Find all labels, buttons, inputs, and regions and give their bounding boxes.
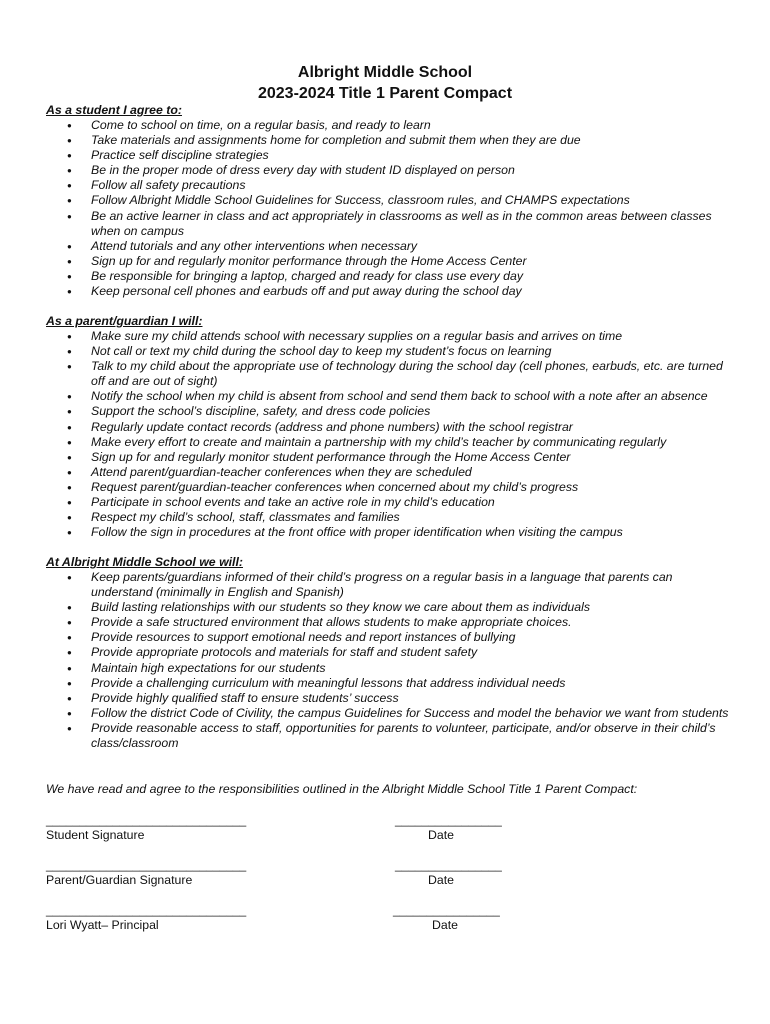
school-list-item: ● Provide resources to support emotional needs and report instances of bullying: [46, 630, 736, 645]
school-list-item: ● Provide a challenging curriculum with meaningful lessons that address individual needs: [46, 676, 736, 691]
student-date-label: Date: [428, 828, 454, 842]
student-heading: As a student I agree to:: [46, 103, 182, 117]
school-list: [46, 570, 736, 751]
parent-list-item: ● Request parent/guardian-teacher conferences when concerned about my child’s progress: [46, 480, 736, 495]
parent-list-item: ● Respect my child’s school, staff, classmates and families: [46, 510, 736, 525]
parent-list-item: ● Notify the school when my child is absent from school and send them back to school with a note after an absence: [46, 389, 736, 404]
principal-date-label: Date: [432, 918, 458, 932]
school-list-item: ● Provide reasonable access to staff, opportunities for parents to volunteer, participate, and/or observe in their child’s class/classroom: [46, 721, 736, 751]
parent-list-item: ● Participate in school events and take an active role in my child’s education: [46, 495, 736, 510]
principal-signature-label: Lori Wyatt– Principal: [46, 918, 159, 932]
student-list-item: ● Attend tutorials and any other interventions when necessary: [46, 239, 736, 254]
agreement-statement: We have read and agree to the responsibilities outlined in the Albright Middle School Title 1 Parent Compact:: [46, 782, 638, 796]
parent-date-line[interactable]: ________________: [395, 858, 502, 872]
parent-signature-label: Parent/Guardian Signature: [46, 873, 193, 887]
student-signature-line[interactable]: ______________________________: [46, 813, 247, 827]
parent-list: [46, 329, 736, 540]
student-list-item: ● Practice self discipline strategies: [46, 148, 736, 163]
student-section: [46, 103, 736, 299]
principal-signature-line[interactable]: ______________________________: [46, 903, 247, 917]
school-list-item: ● Keep parents/guardians informed of their child’s progress on a regular basis in a language that parents can understand (minimally in English and Spanish): [46, 570, 736, 600]
school-list-item: ● Maintain high expectations for our students: [46, 661, 736, 676]
student-list-item: ● Come to school on time, on a regular basis, and ready to learn: [46, 118, 736, 133]
student-list: [46, 118, 736, 299]
school-list-item: ● Provide appropriate protocols and materials for staff and student safety: [46, 645, 736, 660]
student-list-item: ● Be an active learner in class and act appropriately in classrooms as well as in the common areas between classes when on campus: [46, 209, 736, 239]
school-name: Albright Middle School: [297, 64, 473, 81]
school-list-item: ● Follow the district Code of Civility, the campus Guidelines for Success and model the behavior we want from students: [46, 706, 736, 721]
school-section: [46, 555, 736, 751]
parent-list-item: ● Sign up for and regularly monitor student performance through the Home Access Center: [46, 450, 736, 465]
student-list-item: ● Follow Albright Middle School Guidelines for Success, classroom rules, and CHAMPS expectations: [46, 193, 736, 208]
student-list-item: ● Keep personal cell phones and earbuds off and put away during the school day: [46, 284, 736, 299]
student-date-line[interactable]: ________________: [395, 813, 502, 827]
school-list-item: ● Provide a safe structured environment that allows students to make appropriate choices.: [46, 615, 736, 630]
parent-section: [46, 314, 736, 540]
parent-list-item: ● Make sure my child attends school with necessary supplies on a regular basis and arrives on time: [46, 329, 736, 344]
school-list-item: ● Provide highly qualified staff to ensure students’ success: [46, 691, 736, 706]
school-list-item: ● Build lasting relationships with our students so they know we care about them as individuals: [46, 600, 736, 615]
parent-list-item: ● Support the school’s discipline, safety, and dress code policies: [46, 404, 736, 419]
parent-list-item: ● Attend parent/guardian-teacher conferences when they are scheduled: [46, 465, 736, 480]
compact-title: 2023-2024 Title 1 Parent Compact: [257, 85, 513, 102]
school-heading: At Albright Middle School we will:: [46, 555, 243, 569]
student-list-item: ● Be in the proper mode of dress every day with student ID displayed on person: [46, 163, 736, 178]
parent-list-item: ● Not call or text my child during the school day to keep my student’s focus on learning: [46, 344, 736, 359]
parent-list-item: ● Make every effort to create and maintain a partnership with my child’s teacher by communicating regularly: [46, 435, 736, 450]
parent-list-item: ● Talk to my child about the appropriate use of technology during the school day (cell phones, earbuds, etc. are turned off and are out of sight): [46, 359, 736, 389]
student-signature-label: Student Signature: [46, 828, 145, 842]
parent-list-item: ● Regularly update contact records (address and phone numbers) with the school registrar: [46, 420, 736, 435]
student-list-item: ● Follow all safety precautions: [46, 178, 736, 193]
parent-signature-line[interactable]: ______________________________: [46, 858, 247, 872]
student-list-item: ● Be responsible for bringing a laptop, charged and ready for class use every day: [46, 269, 736, 284]
principal-date-line[interactable]: ________________: [393, 903, 500, 917]
parent-date-label: Date: [428, 873, 454, 887]
student-list-item: ● Sign up for and regularly monitor performance through the Home Access Center: [46, 254, 736, 269]
parent-heading: As a parent/guardian I will:: [46, 314, 203, 328]
student-list-item: ● Take materials and assignments home for completion and submit them when they are due: [46, 133, 736, 148]
parent-list-item: ● Follow the sign in procedures at the front office with proper identification when visiting the campus: [46, 525, 736, 540]
